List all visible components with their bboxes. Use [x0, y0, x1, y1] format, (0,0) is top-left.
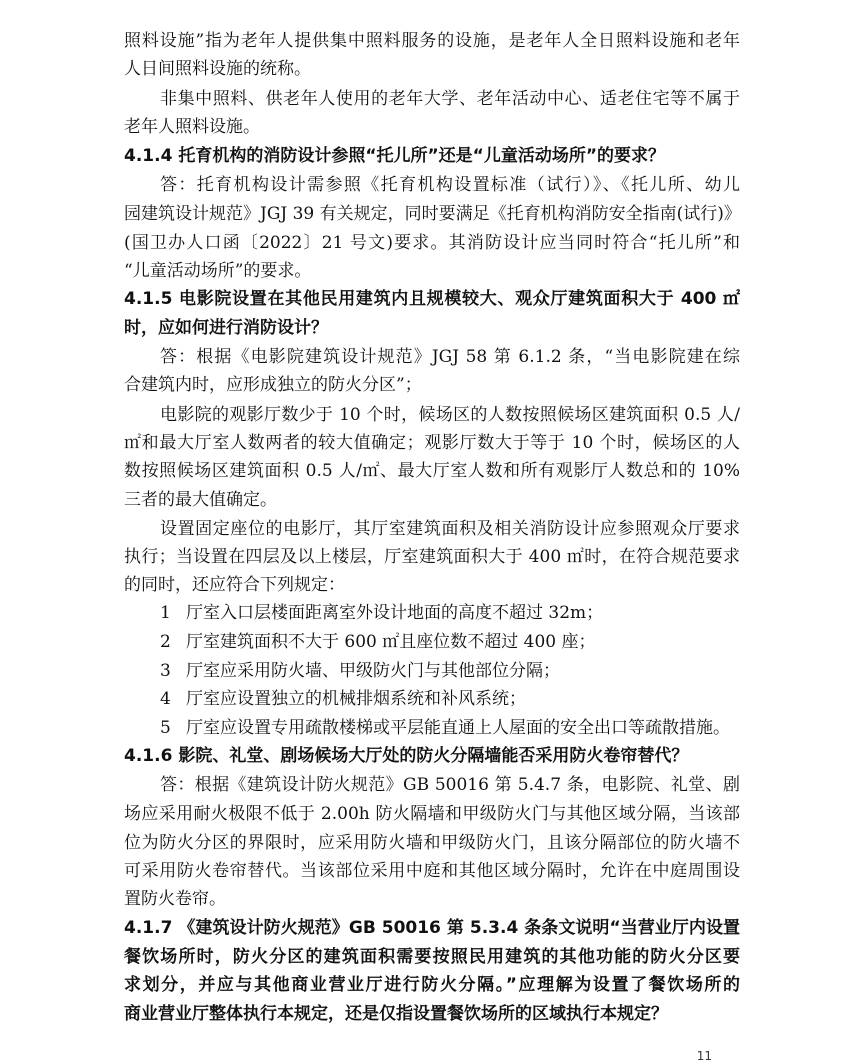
paragraph-line: 设置固定座位的电影厅，其厅室建筑面积及相关消防设计应参照观众厅要求 — [160, 519, 740, 539]
section-heading-continued: 商业营业厅整体执行本规定，还是仅指设置餐饮场所的区域执行本规定？ — [124, 1004, 668, 1024]
paragraph-line: 数按照候场区建筑面积 0.5 人/㎡、最大厅室人数和所有观影厅人数总和的 10% — [124, 461, 740, 481]
list-item — [160, 631, 596, 653]
list-number: 5 — [160, 718, 171, 738]
paragraph-line: 执行；当设置在四层及以上楼层，厅室建筑面积大于 400 ㎡时，在符合规范要求 — [124, 547, 740, 567]
list-text: 厅室入口层楼面距离室外设计地面的高度不超过 32m； — [186, 603, 604, 623]
list-item — [160, 660, 560, 682]
page-number: 11 — [696, 1049, 712, 1063]
paragraph-line: 老年人照料设施。 — [124, 117, 260, 137]
list-item — [160, 602, 603, 624]
section-heading-4-1-4: 4.1.4 托育机构的消防设计参照“托儿所”还是“儿童活动场所”的要求？ — [124, 146, 666, 166]
paragraph-line: 的同时，还应符合下列规定： — [124, 575, 345, 595]
section-heading-4-1-5: 4.1.5 电影院设置在其他民用建筑内且规模较大、观众厅建筑面积大于 400 ㎡ — [124, 289, 740, 309]
paragraph-line: 非集中照料、供老年人使用的老年大学、老年活动中心、适老住宅等不属于 — [160, 89, 740, 109]
list-number: 1 — [160, 603, 171, 623]
paragraph-line: “儿童活动场所”的要求。 — [124, 261, 312, 281]
list-item — [160, 688, 526, 710]
paragraph-line: 合建筑内时，应形成独立的防火分区”； — [124, 375, 422, 395]
paragraph-line: 三者的最大值确定。 — [124, 490, 277, 510]
section-heading-continued: 餐饮场所时，防火分区的建筑面积需要按照民用建筑的其他功能的防火分区要 — [124, 947, 740, 967]
list-text: 厅室应采用防火墙、甲级防火门与其他部位分隔； — [186, 661, 560, 681]
section-heading-continued: 时，应如何进行消防设计？ — [124, 318, 328, 338]
list-number: 4 — [160, 689, 171, 709]
paragraph-line: 园建筑设计规范》JGJ 39 有关规定，同时要满足《托育机构消防安全指南(试行)》 — [124, 204, 741, 224]
section-heading-4-1-7: 4.1.7 《建筑设计防火规范》GB 50016 第 5.3.4 条条文说明“当营业厅内设置 — [124, 918, 740, 938]
paragraph-line: 照料设施”指为老年人提供集中照料服务的设施，是老年人全日照料设施和老年 — [124, 31, 740, 51]
paragraph-line: 电影院的观影厅数少于 10 个时，候场区的人数按照候场区建筑面积 0.5 人/ — [160, 405, 740, 425]
section-heading-4-1-6: 4.1.6 影院、礼堂、剧场候场大厅处的防火分隔墙能否采用防火卷帘替代？ — [124, 746, 689, 766]
list-text: 厅室应设置独立的机械排烟系统和补风系统； — [186, 689, 526, 709]
list-number: 3 — [160, 661, 171, 681]
answer-line: 答：根据《建筑设计防火规范》GB 50016 第 5.4.7 条，电影院、礼堂、剧 — [160, 775, 740, 795]
list-number: 2 — [160, 632, 171, 652]
list-item — [160, 717, 730, 739]
list-text: 厅室应设置专用疏散楼梯或平层能直通上人屋面的安全出口等疏散措施。 — [186, 718, 730, 738]
paragraph-line: 可采用防火卷帘替代。当该部位采用中庭和其他区域分隔时，允许在中庭周围设 — [124, 861, 740, 881]
list-text: 厅室建筑面积不大于 600 ㎡且座位数不超过 400 座； — [186, 632, 596, 652]
paragraph-line: 场应采用耐火极限不低于 2.00h 防火隔墙和甲级防火门与其他区域分隔，当该部 — [124, 804, 740, 824]
paragraph-line: 人日间照料设施的统称。 — [124, 59, 311, 79]
paragraph-line: (国卫办人口函〔2022〕21 号文)要求。其消防设计应当同时符合“托儿所”和 — [124, 233, 740, 253]
section-heading-continued: 求划分，并应与其他商业营业厅进行防火分隔。”应理解为设置了餐饮场所的 — [124, 975, 740, 995]
paragraph-line: 置防火卷帘。 — [124, 889, 226, 909]
answer-line: 答：托育机构设计需参照《托育机构设置标准（试行）》、《托儿所、幼儿 — [160, 175, 740, 195]
answer-line: 答：根据《电影院建筑设计规范》JGJ 58 第 6.1.2 条，“当电影院建在综 — [160, 347, 740, 367]
paragraph-line: ㎡和最大厅室人数两者的较大值确定；观影厅数大于等于 10 个时，候场区的人 — [124, 433, 740, 453]
paragraph-line: 位为防火分区的界限时，应采用防火墙和甲级防火门，且该分隔部位的防火墙不 — [124, 833, 740, 853]
